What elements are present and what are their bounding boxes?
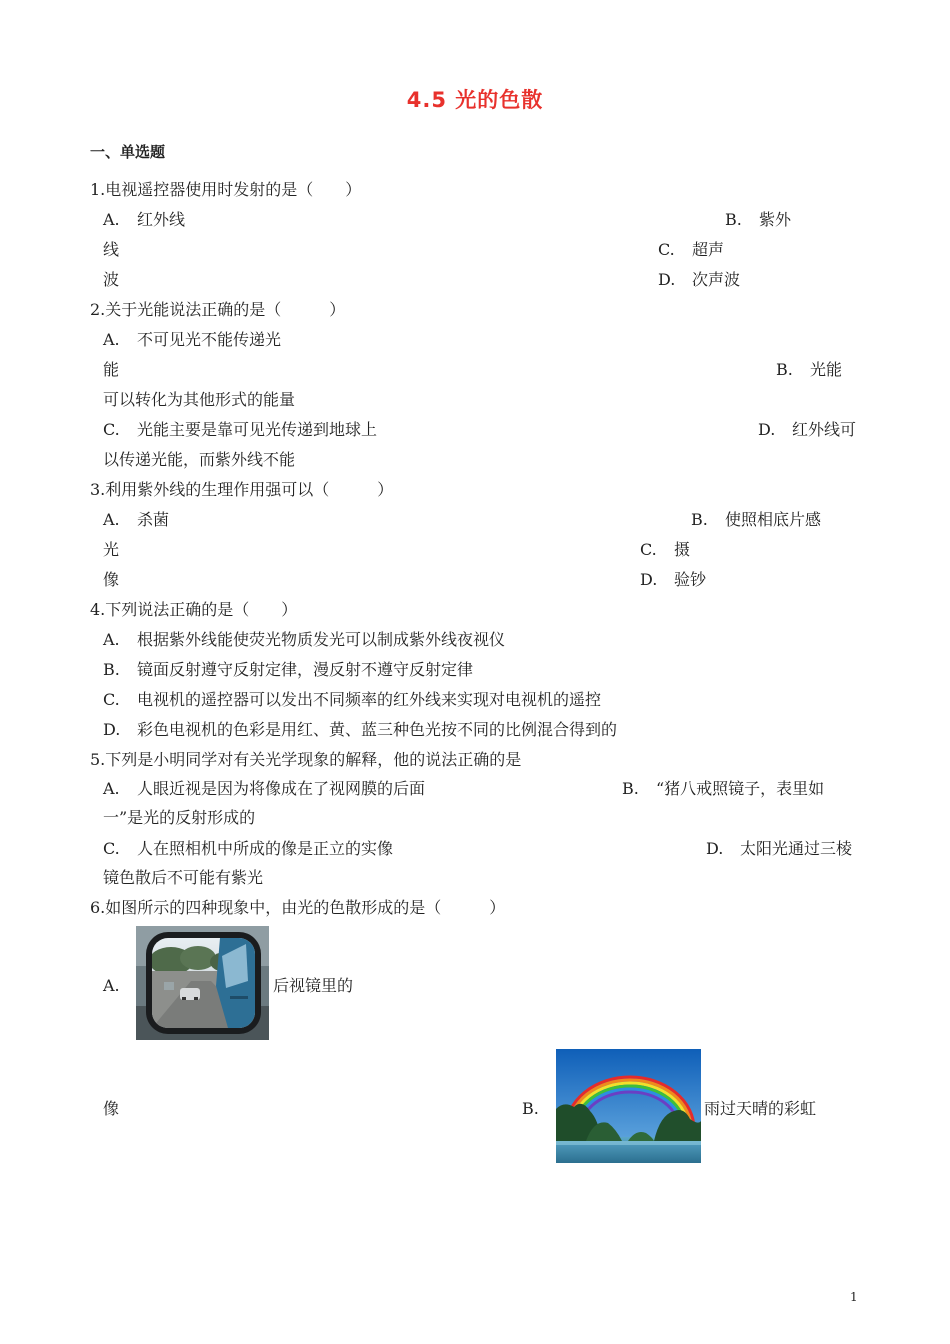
question-5-option-c [103, 839, 393, 859]
option-text: 次声波 [692, 270, 741, 289]
question-4-stem: 4.下列说法正确的是（ ） [90, 600, 298, 619]
option-label: B. [725, 210, 742, 229]
option-text: 不可见光不能传递光 [137, 330, 282, 349]
option-text: 电视机的遥控器可以发出不同频率的红外线来实现对电视机的遥控 [137, 690, 602, 709]
option-label: D. [706, 839, 724, 858]
question-3-option-c [640, 540, 690, 560]
question-1-stem: 1.电视遥控器使用时发射的是（ ） [90, 180, 362, 199]
question-5-option-a [103, 779, 425, 799]
question-2-option-d [758, 420, 856, 440]
option-text: 摄 [674, 540, 691, 559]
option-text: 杀菌 [137, 510, 170, 529]
option-label: A. [103, 210, 120, 229]
page-number: 1 [850, 1290, 858, 1304]
question-1-option-c [658, 240, 724, 260]
question-4-option-b [103, 660, 473, 680]
option-text: 紫外 [759, 210, 792, 229]
question-6-option-a-continued: 像 [103, 1099, 120, 1118]
question-1-option-a [103, 210, 185, 230]
question-6-stem: 6.如图所示的四种现象中，由光的色散形成的是（ ） [90, 898, 506, 917]
question-6-option-b-text: 雨过天晴的彩虹 [704, 1099, 817, 1118]
option-text: 人眼近视是因为将像成在了视网膜的后面 [137, 779, 426, 798]
option-label: A. [103, 330, 120, 349]
question-6-option-b-label: B. [522, 1099, 539, 1118]
option-label: D. [758, 420, 776, 439]
option-label: C. [103, 839, 120, 858]
option-label: C. [103, 690, 120, 709]
rearview-mirror-image [136, 926, 269, 1040]
question-5-option-b-continued: 一”是光的反射形成的 [103, 808, 256, 827]
question-2-stem: 2.关于光能说法正确的是（ ） [90, 300, 346, 319]
option-text: 使照相底片感 [725, 510, 822, 529]
question-5-option-d [706, 839, 852, 859]
option-label: A. [103, 779, 120, 798]
option-text: “猪八戒照镜子，表里如 [656, 779, 825, 798]
question-4-option-c [103, 690, 601, 710]
option-text: 根据紫外线能使荧光物质发光可以制成紫外线夜视仪 [137, 630, 506, 649]
question-5-option-d-continued: 镜色散后不可能有紫光 [103, 868, 264, 887]
section-heading: 一、单选题 [90, 143, 166, 161]
question-1-option-d [658, 270, 740, 290]
question-4-option-a [103, 630, 505, 650]
option-text: 验钞 [674, 570, 707, 589]
option-label: D. [640, 570, 658, 589]
question-3-option-b [691, 510, 821, 530]
option-label: C. [658, 240, 675, 259]
option-label: D. [103, 720, 121, 739]
question-2-option-b [776, 360, 842, 380]
option-label: B. [103, 660, 120, 679]
page-title: 4.5 光的色散 [406, 88, 544, 112]
option-label: B. [622, 779, 639, 798]
option-label: A. [103, 510, 120, 529]
option-text: 彩色电视机的色彩是用红、黄、蓝三种色光按不同的比例混合得到的 [137, 720, 618, 739]
question-2-option-c [103, 420, 377, 440]
question-1-option-b [725, 210, 791, 230]
question-3-option-b-continued: 光 [103, 540, 120, 559]
question-6-option-a-label: A. [103, 976, 120, 995]
option-label: C. [103, 420, 120, 439]
option-text: 红外线可 [792, 420, 857, 439]
option-text: 光能 [810, 360, 843, 379]
question-1-option-b-continued: 线 [103, 240, 120, 259]
option-text: 红外线 [137, 210, 186, 229]
question-1-option-c-continued: 波 [103, 270, 120, 289]
question-2-option-a-continued: 能 [103, 360, 120, 379]
option-text: 光能主要是靠可见光传递到地球上 [137, 420, 378, 439]
question-2-option-d-continued: 以传递光能，而紫外线不能 [103, 450, 296, 469]
option-text: 超声 [692, 240, 725, 259]
option-text: 太阳光通过三棱 [740, 839, 853, 858]
question-5-option-b [622, 779, 824, 799]
question-3-option-c-continued: 像 [103, 570, 120, 589]
option-text: 镜面反射遵守反射定律，漫反射不遵守反射定律 [137, 660, 474, 679]
question-3-option-a [103, 510, 169, 530]
question-3-option-d [640, 570, 706, 590]
question-6-option-a-text: 后视镜里的 [273, 976, 354, 995]
option-label: B. [776, 360, 793, 379]
question-3-stem: 3.利用紫外线的生理作用强可以（ ） [90, 480, 394, 499]
question-5-stem: 5.下列是小明同学对有关光学现象的解释，他的说法正确的是 [90, 750, 522, 769]
option-label: D. [658, 270, 676, 289]
question-2-option-a [103, 330, 281, 350]
question-2-option-b-continued: 可以转化为其他形式的能量 [103, 390, 296, 409]
option-label: A. [103, 630, 120, 649]
rainbow-image [556, 1049, 701, 1163]
option-label: B. [691, 510, 708, 529]
option-text: 人在照相机中所成的像是正立的实像 [137, 839, 394, 858]
question-4-option-d [103, 720, 617, 740]
option-label: C. [640, 540, 657, 559]
